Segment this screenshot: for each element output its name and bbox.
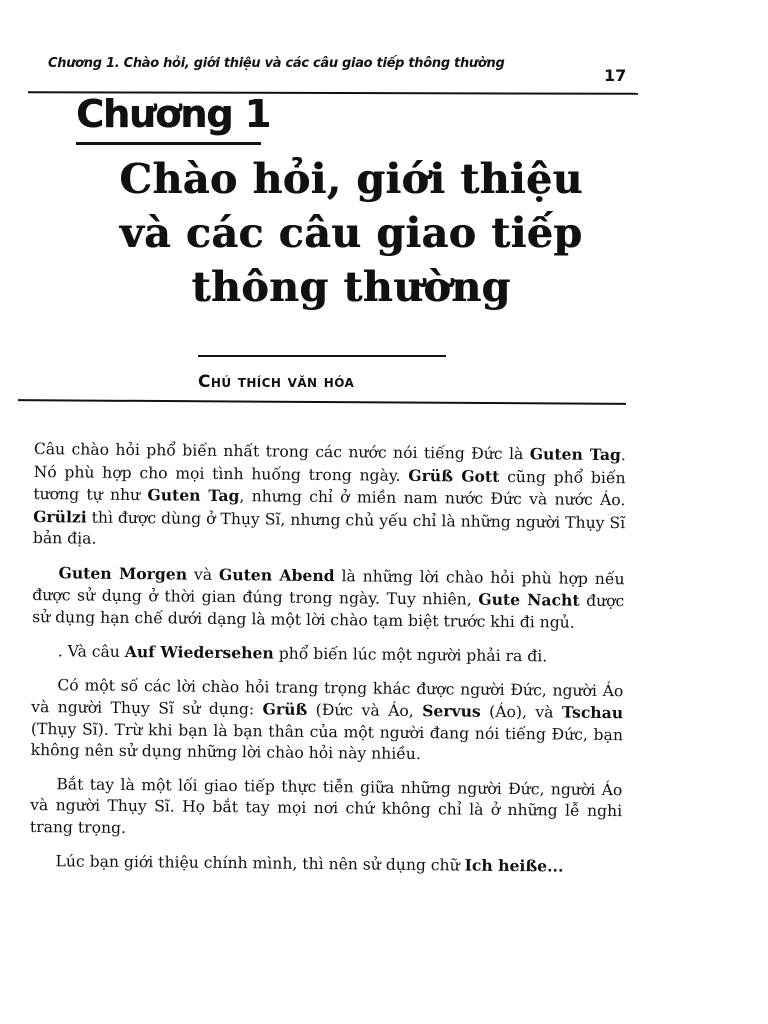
section-title: Chú thích văn hóa xyxy=(198,372,355,392)
bold-term: Grüß Gott xyxy=(408,465,500,486)
bold-term: Auf Wiedersehen xyxy=(124,641,274,663)
paragraph-6 xyxy=(29,850,621,879)
text-run: Có một số các lời chào hỏi trang trọng khác được người Đức, người Áo và người Thụy Sĩ sử dụng: xyxy=(31,675,624,719)
bold-term: Guten Tag xyxy=(147,485,240,506)
text-run: phổ biến lúc một người phải ra đi. xyxy=(273,644,548,666)
text-run: Bắt tay là một lối giao tiếp thực tiễn giữa những người Đức, người Áo và người Thụy Sĩ. Họ bắt tay mọi nơi chứ không chỉ là ở những lễ nghi trang trọng. xyxy=(29,774,623,837)
text-run: Lúc bạn giới thiệu chính mình, thì nên sử dụng chữ xyxy=(55,852,465,875)
text-run: , nhưng chỉ ở miền nam nước Đức và nước Áo. xyxy=(239,487,626,510)
section-rule-bottom xyxy=(18,399,626,405)
bold-term: Grüß xyxy=(262,699,308,719)
bold-term: Servus xyxy=(422,701,481,721)
paragraph-1 xyxy=(33,438,626,556)
text-run: (Thụy Sĩ). Trừ khi bạn là bạn thân của một người đang nói tiếng Đức, bạn không nên sử dụng những lời chào hỏi này nhiều. xyxy=(30,719,624,764)
paragraph-2 xyxy=(32,561,625,634)
bold-term: Guten Tag xyxy=(529,444,621,465)
chapter-title-line-3: thông thường xyxy=(191,263,511,311)
body-text xyxy=(29,438,626,891)
paragraph-4 xyxy=(31,674,624,767)
text-run: . Nó phù hợp cho mọi tình huống trong ngày. xyxy=(33,446,626,485)
page-number: 17 xyxy=(604,66,627,85)
text-run: và xyxy=(187,565,220,584)
text-run: là những lời chào hỏi phù hợp nếu được sử dụng ở thời gian đúng trong ngày. Tuy nhiên, xyxy=(32,566,625,609)
text-run: được sử dụng hạn chế dưới dạng là một lời chào tạm biệt trước khi đi ngủ. xyxy=(32,591,625,632)
bold-term: Grülzi xyxy=(33,506,87,527)
bold-term: Guten Morgen xyxy=(58,562,188,584)
text-run: . Và câu xyxy=(57,642,125,661)
chapter-title-line-2: và các câu giao tiếp xyxy=(119,209,583,257)
bold-term: Guten Abend xyxy=(218,564,335,585)
paragraph-3 xyxy=(32,640,624,669)
paragraph-5 xyxy=(30,773,623,844)
chapter-label: Chương 1 xyxy=(76,92,271,136)
bold-term: Gute Nacht xyxy=(478,589,580,610)
text-run: Câu chào hỏi phổ biến nhất trong các nước nói tiếng Đức là xyxy=(33,439,530,464)
text-run: cũng phổ biến tương tự như xyxy=(33,467,626,505)
chapter-title-line-1: Chào hỏi, giới thiệu xyxy=(119,155,583,203)
text-run: thì được dùng ở Thụy Sĩ, nhưng chủ yếu chỉ là những người Thụy Sĩ bản địa. xyxy=(32,508,626,548)
chapter-underline xyxy=(76,142,261,145)
bold-term: Ich heiße... xyxy=(464,855,564,876)
text-run: (Đức và Áo, xyxy=(307,700,423,721)
text-run: (Áo), và xyxy=(480,702,563,722)
bold-term: Tschau xyxy=(561,702,624,723)
section-rule-top xyxy=(198,355,446,357)
running-header: Chương 1. Chào hỏi, giới thiệu và các câu giao tiếp thông thường xyxy=(48,56,505,71)
chapter-title xyxy=(86,152,616,314)
